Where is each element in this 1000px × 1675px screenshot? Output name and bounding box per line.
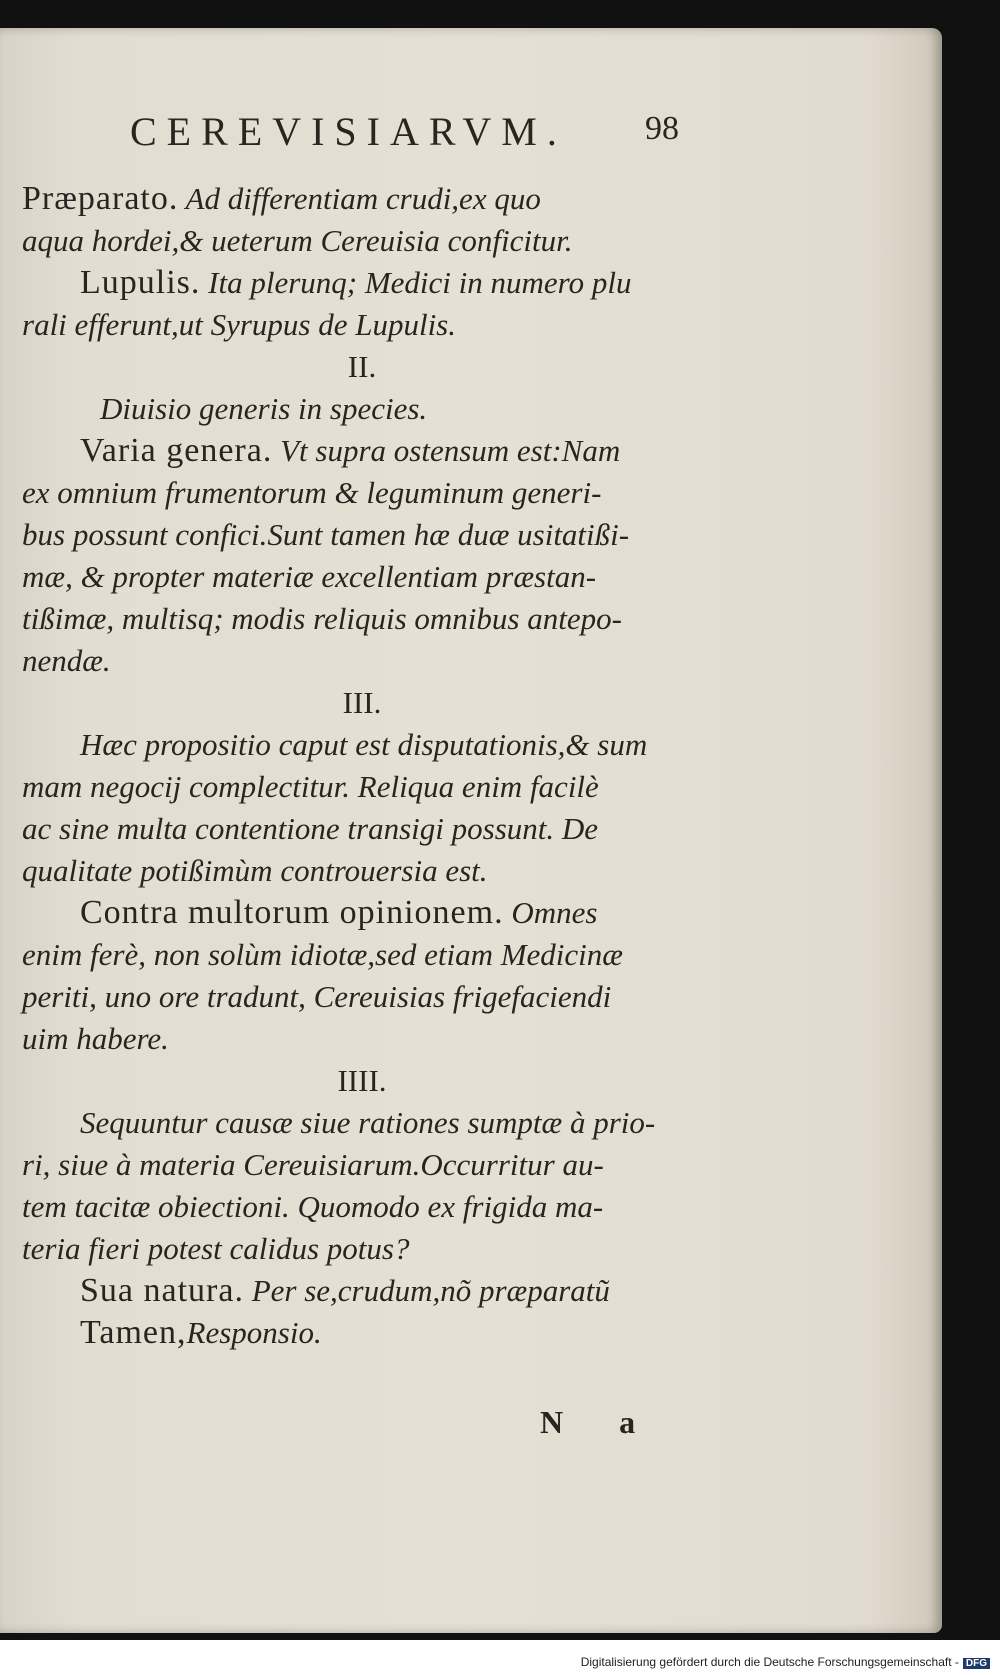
- text-line: [22, 682, 702, 724]
- text-line: [22, 1312, 702, 1354]
- text-line: [22, 1018, 702, 1060]
- line-text: uim habere.: [22, 1021, 169, 1056]
- text-line: [22, 262, 702, 304]
- text-line: [22, 556, 702, 598]
- text-line: [22, 472, 702, 514]
- line-text: tem tacitæ obiectioni. Quomodo ex frigida ma-: [22, 1189, 604, 1224]
- text-line: [22, 1060, 702, 1102]
- text-line: [22, 976, 702, 1018]
- line-text: ac sine multa contentione transigi possunt. De: [22, 811, 599, 846]
- page-number: 98: [645, 110, 679, 147]
- text-line: [22, 304, 702, 346]
- catchword: N a: [540, 1404, 660, 1440]
- line-text: Diuisio generis in species.: [100, 391, 428, 426]
- text-line: [22, 1228, 702, 1270]
- lemma: Lupulis.: [80, 264, 201, 301]
- lemma: Sua natura.: [80, 1272, 244, 1309]
- text-line: [22, 724, 702, 766]
- text-line: [22, 766, 702, 808]
- line-text: Sequuntur causæ siue rationes sumptæ à prio-: [80, 1105, 656, 1140]
- line-text: Hæc propositio caput est disputationis,& sum: [80, 727, 648, 762]
- line-text: IIII.: [337, 1063, 387, 1098]
- funding-credit: Digitalisierung gefördert durch die Deutsche Forschungsgemeinschaft -: [580, 1655, 959, 1669]
- dfg-logo: DFG: [963, 1658, 990, 1669]
- text-line: [22, 220, 702, 262]
- line-text: enim ferè, non solùm idiotæ,sed etiam Medicinæ: [22, 937, 623, 972]
- line-text: Ad differentiam crudi,ex quo: [178, 181, 541, 216]
- lemma: Contra multorum opinionem.: [80, 894, 504, 931]
- line-text: Per se,crudum,nõ præparatũ: [243, 1273, 610, 1308]
- text-block: [22, 178, 702, 1354]
- text-line: [22, 388, 702, 430]
- text-line: [22, 1186, 702, 1228]
- text-line: [22, 892, 702, 934]
- line-text: Responsio.: [186, 1315, 322, 1350]
- line-text: ex omnium frumentorum & leguminum generi-: [22, 475, 602, 510]
- line-text: II.: [347, 349, 377, 384]
- line-text: Vt supra ostensum est:Nam: [272, 433, 621, 468]
- line-text: qualitate potißimùm controuersia est.: [22, 853, 488, 888]
- text-line: [22, 178, 702, 220]
- text-line: [22, 808, 702, 850]
- line-text: periti, uno ore tradunt, Cereuisias frigefaciendi: [22, 979, 612, 1014]
- footer: [0, 1655, 990, 1669]
- text-line: [22, 430, 702, 472]
- line-text: bus possunt confici.Sunt tamen hæ duæ usitatißi-: [22, 517, 630, 552]
- text-line: [22, 514, 702, 556]
- text-line: [22, 934, 702, 976]
- text-line: [22, 598, 702, 640]
- text-line: [22, 1102, 702, 1144]
- lemma: Præparato.: [22, 180, 179, 217]
- line-text: rali efferunt,ut Syrupus de Lupulis.: [22, 307, 456, 342]
- text-line: [22, 346, 702, 388]
- text-line: [22, 1270, 702, 1312]
- line-text: aqua hordei,& ueterum Cereuisia conficitur.: [22, 223, 573, 258]
- text-line: [22, 1144, 702, 1186]
- text-line: [22, 640, 702, 682]
- line-text: Ita plerunq; Medici in numero plu: [200, 265, 632, 300]
- line-text: mam negocij complectitur. Reliqua enim facilè: [22, 769, 599, 804]
- lemma: Varia genera.: [80, 432, 273, 469]
- running-title: CEREVISIARVM.: [130, 109, 567, 154]
- line-text: ri, siue à materia Cereuisiarum.Occurritur au-: [22, 1147, 604, 1182]
- line-text: mæ, & propter materiæ excellentiam præstan-: [22, 559, 597, 594]
- line-text: teria fieri potest calidus potus?: [22, 1231, 410, 1266]
- line-text: tißimæ, multisq; modis reliquis omnibus antepo-: [22, 601, 622, 636]
- line-text: nendæ.: [22, 643, 111, 678]
- line-text: III.: [342, 685, 382, 720]
- lemma: Tamen,: [80, 1314, 187, 1351]
- text-line: [22, 850, 702, 892]
- line-text: Omnes: [503, 895, 598, 930]
